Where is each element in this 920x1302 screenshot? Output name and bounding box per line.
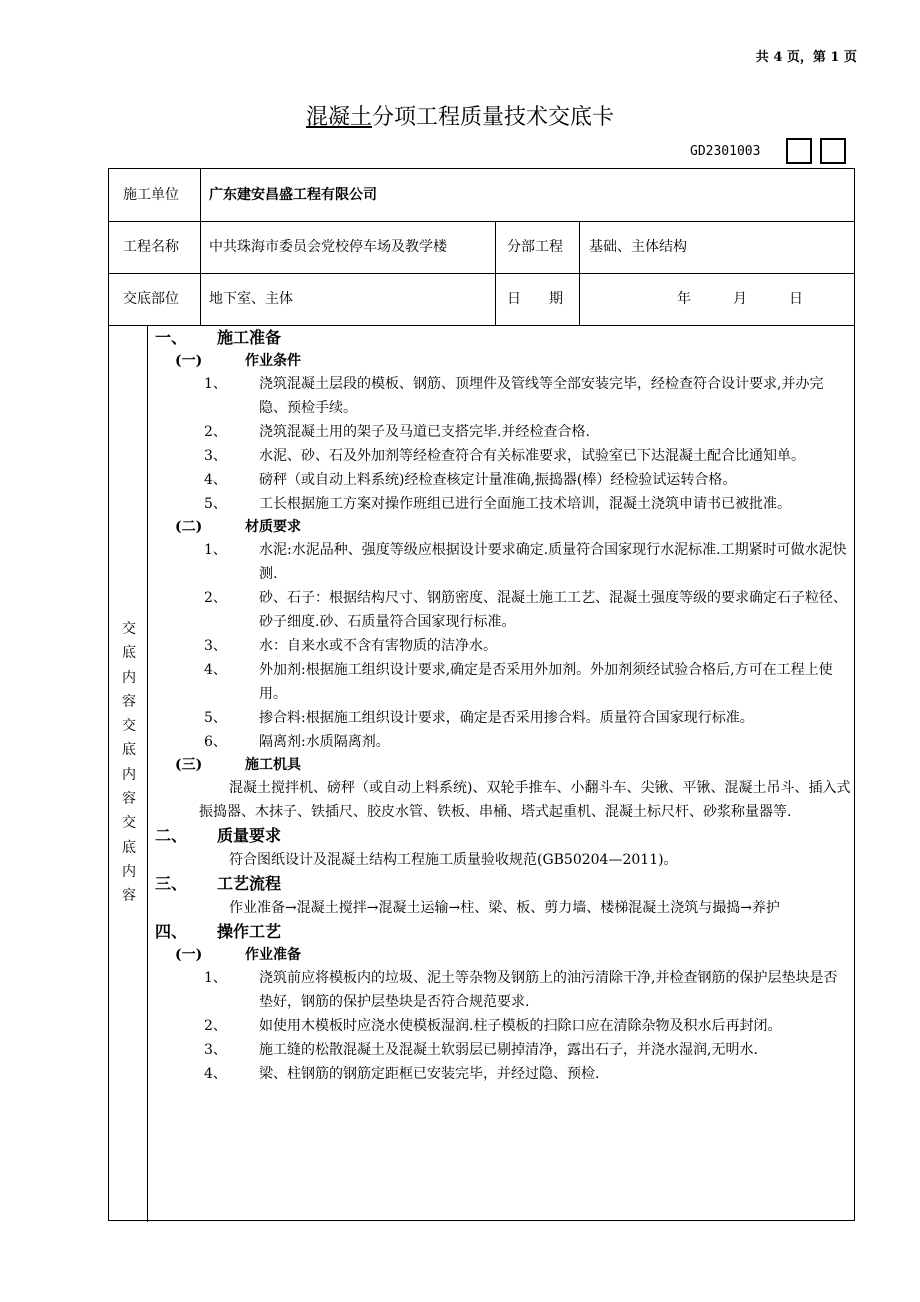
item-number: 3、 (204, 1042, 227, 1058)
row-divider (109, 273, 854, 274)
section-heading: 四、 操作工艺 (155, 922, 282, 941)
process-text: 作业准备→混凝土搅拌→混凝土运输→柱、梁、板、剪力墙、楼梯混凝土浇筑与撮捣→养护 (229, 900, 780, 916)
item-text: 隔离剂:水质隔离剂。 (259, 734, 390, 750)
item-number: 6、 (204, 734, 227, 750)
list-item (155, 966, 851, 1014)
list-item (155, 492, 851, 516)
list-materials (155, 538, 851, 754)
item-text: 施工缝的松散混凝土及混凝土软弱层已剔掉清净，露出石子，并浇水湿润,无明水. (259, 1042, 758, 1058)
item-text: 外加剂:根据施工组织设计要求,确定是否采用外加剂。外加剂须经试验合格后,方可在工程上使用。 (259, 662, 833, 702)
item-number: 4、 (204, 1066, 227, 1082)
item-number: 5、 (204, 496, 227, 512)
list-item (155, 420, 851, 444)
project-value: 中共珠海市委员会党校停车场及教学楼 (209, 239, 447, 255)
section-heading: 三、 工艺流程 (155, 874, 282, 893)
item-number: 2、 (204, 1018, 227, 1034)
item-text: 磅秤（或自动上料系统)经检查核定计量准确,振捣器(棒）经检验试运转合格。 (259, 472, 737, 488)
item-number: 1、 (204, 376, 227, 392)
subsection-heading: (二) 材质要求 (175, 519, 301, 535)
item-text: 工长根据施工方案对操作班组已进行全面施工技术培训，混凝土浇筑申请书已被批准。 (259, 496, 791, 512)
item-number: 1、 (204, 542, 227, 558)
item-number: 3、 (204, 448, 227, 464)
date-value: 年 月 日 (677, 291, 803, 307)
unit-label: 施工单位 (123, 187, 179, 203)
section-heading: 一、 施工准备 (155, 328, 282, 347)
title-subject: 混凝土 (305, 105, 372, 130)
page-counter: 共 4 页，第 1 页 (755, 50, 857, 65)
list-item (155, 634, 851, 658)
subsection-heading: (一) 作业准备 (175, 947, 301, 963)
item-text: 浇筑混凝土层段的模板、钢筋、顶埋件及管线等全部安装完毕，经检查符合设计要求,并办完隐、预检手续。 (259, 376, 824, 416)
list-item (155, 1038, 851, 1062)
sub-project-label: 分部工程 (507, 239, 563, 255)
page-title (0, 100, 920, 131)
project-label: 工程名称 (123, 239, 179, 255)
disclosure-content (155, 326, 851, 1086)
item-text: 浇筑前应将模板内的垃圾、泥土等杂物及钢筋上的油污清除干净,并检查钢筋的保护层垫块是否垫好，钢筋的保护层垫块是否符合规范要求. (259, 970, 838, 1010)
row-divider (109, 221, 854, 222)
checkbox-2[interactable] (820, 138, 846, 164)
list-item (155, 658, 851, 706)
part-value: 地下室、主体 (209, 291, 293, 307)
col-divider (200, 169, 201, 325)
item-number: 5、 (204, 710, 227, 726)
equipment-text: 混凝土搅拌机、磅秤（或自动上料系统)、双轮手推车、小翻斗车、尖锹、平锹、混凝土吊斗、插入式振捣器、木抹子、铁插尺、胶皮水管、铁板、串桶、塔式起重机、混凝土标尺杆、砂浆称量器等. (199, 780, 851, 820)
item-number: 2、 (204, 424, 227, 440)
title-text: 分项工程质量技术交底卡 (372, 105, 615, 130)
list-item (155, 468, 851, 492)
date-label: 日 期 (507, 291, 563, 307)
side-label: 交底内容交底内容交底内容 (122, 621, 136, 905)
item-number: 3、 (204, 638, 227, 654)
section-heading: 二、 质量要求 (155, 826, 282, 845)
item-text: 如使用木模板时应浇水使模板湿润.柱子模板的扫除口应在清除杂物及积水后再封闭。 (259, 1018, 782, 1034)
col-divider (579, 221, 580, 325)
item-text: 水：自来水或不含有害物质的洁净水。 (259, 638, 497, 654)
list-item (155, 1062, 851, 1086)
item-number: 1、 (204, 970, 227, 986)
item-number: 4、 (204, 472, 227, 488)
disclosure-table (108, 168, 855, 1221)
part-label: 交底部位 (123, 291, 179, 307)
sub-project-value: 基础、主体结构 (589, 239, 687, 255)
subsection-heading: (一) 作业条件 (175, 353, 301, 369)
item-number: 4、 (204, 662, 227, 678)
item-text: 梁、柱钢筋的钢筋定距框已安装完毕，并经过隐、预检. (259, 1066, 600, 1082)
item-text: 水泥:水泥品种、强度等级应根据设计要求确定.质量符合国家现行水泥标准.工期紧时可做水泥快测. (259, 542, 847, 582)
item-text: 掺合料:根据施工组织设计要求，确定是否采用掺合料。质量符合国家现行标准。 (259, 710, 754, 726)
quality-text: 符合图纸设计及混凝土结构工程施工质量验收规范(GB50204—2011)。 (229, 852, 678, 868)
document-number: GD2301003 (690, 144, 761, 159)
subsection-heading: (三) 施工机具 (175, 757, 301, 773)
list-item (155, 730, 851, 754)
item-text: 水泥、砂、石及外加剂等经检查符合有关标准要求，试验室已下达混凝土配合比通知单。 (259, 448, 805, 464)
item-number: 2、 (204, 590, 227, 606)
list-item (155, 1014, 851, 1038)
item-text: 浇筑混凝土用的架子及马道已支搭完毕.并经检查合格. (259, 424, 590, 440)
list-item (155, 538, 851, 586)
list-work-conditions (155, 372, 851, 516)
col-divider (495, 221, 496, 325)
checkbox-1[interactable] (786, 138, 812, 164)
list-prep-work (155, 966, 851, 1086)
unit-value: 广东建安昌盛工程有限公司 (209, 187, 377, 203)
side-label-column (109, 325, 148, 1222)
list-item (155, 706, 851, 730)
item-text: 砂、石子：根据结构尺寸、钢筋密度、混凝土施工工艺、混凝土强度等级的要求确定石子粒径、砂子细度.砂、石质量符合国家现行标准。 (259, 590, 847, 630)
list-item (155, 372, 851, 420)
list-item (155, 586, 851, 634)
list-item (155, 444, 851, 468)
